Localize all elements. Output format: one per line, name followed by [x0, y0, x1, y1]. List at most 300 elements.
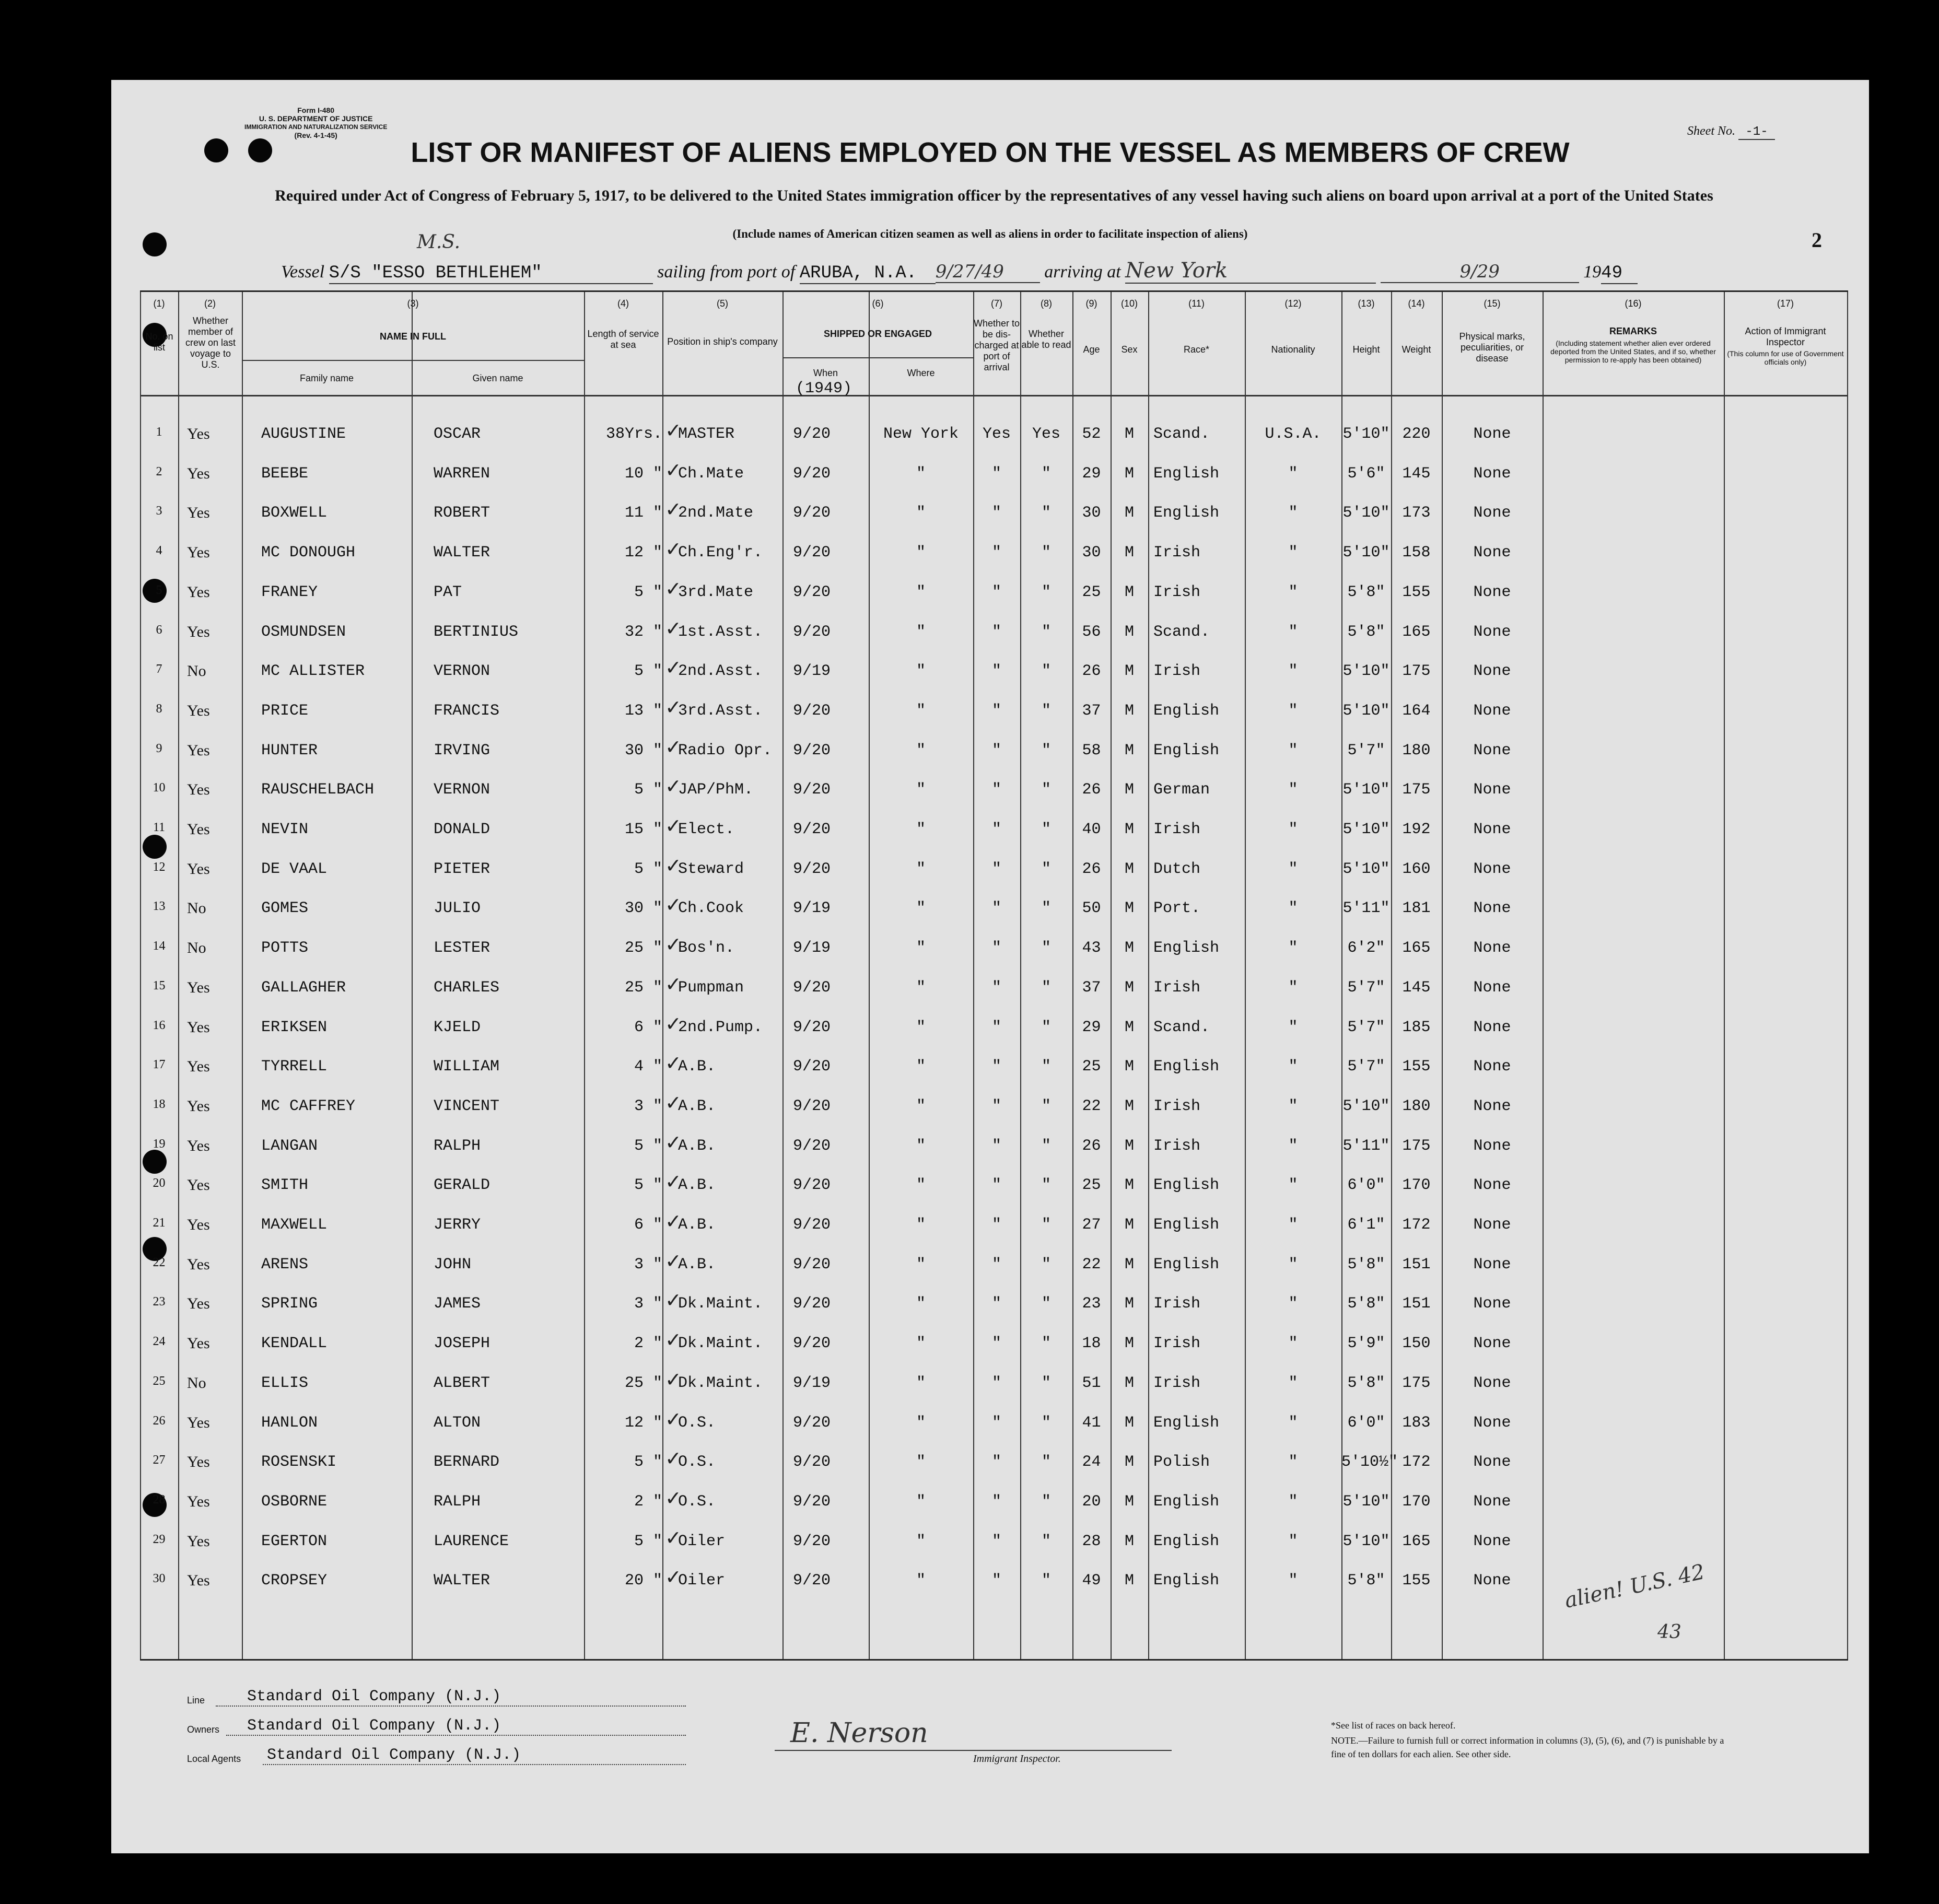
service-cell: 5 " — [634, 1137, 662, 1155]
weight-cell: 175 — [1402, 1374, 1431, 1392]
discharged-cell: " — [991, 1018, 1001, 1036]
able-to-read-cell: " — [1041, 860, 1051, 878]
family-name-cell: HANLON — [261, 1414, 318, 1432]
position-cell: O.S. — [678, 1414, 716, 1432]
shipped-where-cell: " — [916, 1137, 926, 1155]
col-race-header: Race* — [1183, 344, 1210, 355]
service-cell: 25 " — [624, 978, 662, 997]
physical-marks-cell: None — [1473, 544, 1511, 562]
sex-cell: M — [1124, 504, 1134, 522]
shipped-when-cell: 9/20 — [793, 1414, 831, 1432]
service-cell: 20 " — [624, 1572, 662, 1590]
check-mark-icon: ✓ — [665, 1526, 682, 1549]
given-name-cell: VERNON — [434, 662, 490, 681]
able-to-read-cell: " — [1041, 1216, 1051, 1234]
given-name-cell: JOHN — [434, 1255, 472, 1274]
age-cell: 41 — [1082, 1414, 1101, 1432]
crew-table — [140, 290, 1848, 1661]
row-number: 14 — [153, 939, 166, 953]
family-name-cell: AUGUSTINE — [261, 425, 346, 443]
position-cell: O.S. — [678, 1492, 716, 1511]
family-name-cell: OSMUNDSEN — [261, 623, 346, 641]
height-cell: 5'10" — [1342, 1492, 1390, 1511]
shipped-where-cell: " — [916, 1176, 926, 1195]
discharged-cell: Yes — [982, 425, 1011, 443]
sex-cell: M — [1124, 1335, 1134, 1353]
discharged-cell: " — [991, 504, 1001, 522]
discharged-cell: " — [991, 1097, 1001, 1115]
sex-cell: M — [1124, 939, 1134, 957]
nationality-cell: " — [1288, 1572, 1298, 1590]
shipped-when-cell: 9/20 — [793, 623, 831, 641]
physical-marks-cell: None — [1473, 781, 1511, 799]
shipped-where-cell: " — [916, 1414, 926, 1432]
discharged-cell: " — [991, 1137, 1001, 1155]
age-cell: 18 — [1082, 1335, 1101, 1353]
able-to-read-cell: " — [1041, 1414, 1051, 1432]
check-mark-icon: ✓ — [665, 656, 682, 680]
age-cell: 51 — [1082, 1374, 1101, 1392]
given-name-cell: LESTER — [434, 939, 490, 957]
last-voyage-cell: No — [187, 1374, 206, 1392]
col-service-header: Length of service at sea — [587, 329, 659, 350]
last-voyage-cell: Yes — [187, 1414, 210, 1431]
service-cell: 3 " — [634, 1295, 662, 1313]
height-cell: 5'8" — [1347, 1295, 1385, 1313]
shipped-where-cell: " — [916, 623, 926, 641]
family-name-cell: NEVIN — [261, 821, 309, 838]
family-name-cell: GALLAGHER — [261, 978, 346, 997]
shipped-where-cell: " — [916, 821, 926, 838]
race-cell: Dutch — [1153, 860, 1201, 878]
col8-number: (8) — [1041, 298, 1052, 309]
check-mark-icon: ✓ — [665, 972, 682, 996]
able-to-read-cell: " — [1041, 1176, 1051, 1195]
col-position-header: Position in ship's company — [667, 336, 778, 347]
page-subtitle: Required under Act of Congress of February 5, 1917, to be delivered to the United States immigration officer by the representatives of any vessel having such aliens on board upon arrival at a port of the United States — [275, 187, 1713, 204]
discharged-cell: " — [991, 741, 1001, 760]
shipped-when-cell: 9/20 — [793, 978, 831, 997]
age-cell: 26 — [1082, 1137, 1101, 1155]
weight-cell: 165 — [1402, 939, 1431, 957]
agents-value: Standard Oil Company (N.J.) — [267, 1746, 521, 1764]
table-row — [140, 1249, 1848, 1277]
check-mark-icon: ✓ — [665, 1566, 682, 1589]
physical-marks-cell: None — [1473, 662, 1511, 681]
shipped-when-cell: 9/20 — [793, 781, 831, 799]
check-mark-icon: ✓ — [665, 893, 682, 917]
table-row — [140, 458, 1848, 486]
service-cell: 32 " — [624, 623, 662, 641]
discharged-cell: " — [991, 1335, 1001, 1353]
position-cell: 3rd.Asst. — [678, 702, 763, 720]
race-cell: English — [1153, 1492, 1220, 1511]
table-row — [140, 1091, 1848, 1118]
service-cell: 5 " — [634, 662, 662, 681]
age-cell: 50 — [1082, 900, 1101, 918]
row-number: 15 — [153, 978, 166, 992]
col-nationality-header: Nationality — [1271, 344, 1315, 355]
given-name-cell: FRANCIS — [434, 702, 500, 720]
shipped-where-cell: " — [916, 544, 926, 562]
height-cell: 5'8" — [1347, 1572, 1385, 1590]
given-name-cell: PAT — [434, 583, 462, 601]
age-cell: 20 — [1082, 1492, 1101, 1511]
sex-cell: M — [1124, 464, 1134, 483]
row-number: 5 — [156, 583, 162, 597]
family-name-cell: GOMES — [261, 900, 309, 918]
col16-number: (16) — [1625, 298, 1642, 309]
shipped-where-cell: " — [916, 1453, 926, 1471]
shipped-when-cell: 9/20 — [793, 821, 831, 838]
col12-number: (12) — [1284, 298, 1302, 309]
physical-marks-cell: None — [1473, 1492, 1511, 1511]
arrival-year: 49 — [1601, 263, 1638, 284]
nationality-cell: " — [1288, 860, 1298, 878]
shipped-when-cell: 9/20 — [793, 464, 831, 483]
height-cell: 5'8" — [1347, 1255, 1385, 1274]
last-voyage-cell: Yes — [187, 1018, 210, 1036]
nationality-cell: " — [1288, 623, 1298, 641]
col14-number: (14) — [1408, 298, 1425, 309]
sailing-date: 9/27/49 — [936, 261, 1040, 283]
weight-cell: 175 — [1402, 1137, 1431, 1155]
col-last-voyage-header: Whether member of crew on last voyage to U.S. — [185, 316, 236, 370]
physical-marks-cell: None — [1473, 702, 1511, 720]
shipped-when-cell: 9/20 — [793, 1572, 831, 1590]
handwritten-vessel-prefix: M.S. — [417, 231, 461, 253]
col-height-header: Height — [1352, 344, 1380, 355]
check-mark-icon: ✓ — [665, 1170, 682, 1194]
check-mark-icon: ✓ — [665, 616, 682, 640]
position-cell: Pumpman — [678, 978, 744, 997]
row-number: 9 — [156, 741, 162, 755]
age-cell: 26 — [1082, 662, 1101, 681]
col-when-header: When — [813, 368, 838, 378]
check-mark-icon: ✓ — [665, 854, 682, 877]
race-cell: Irish — [1153, 821, 1201, 838]
service-cell: 25 " — [624, 939, 662, 957]
sex-cell: M — [1124, 662, 1134, 681]
family-name-cell: SMITH — [261, 1176, 309, 1195]
col-sex-header: Sex — [1121, 344, 1138, 355]
age-cell: 30 — [1082, 504, 1101, 522]
nationality-cell: " — [1288, 1255, 1298, 1274]
last-voyage-cell: Yes — [187, 1137, 210, 1154]
sailing-port: ARUBA, N.A. — [800, 263, 936, 284]
able-to-read-cell: " — [1041, 1137, 1051, 1155]
sex-cell: M — [1124, 900, 1134, 918]
service-cell: 2 " — [634, 1335, 662, 1353]
family-name-cell: ERIKSEN — [261, 1018, 328, 1036]
position-cell: Bos'n. — [678, 939, 735, 957]
sex-cell: M — [1124, 1374, 1134, 1392]
able-to-read-cell: " — [1041, 1374, 1051, 1392]
position-cell: MASTER — [678, 425, 735, 443]
given-name-cell: IRVING — [434, 741, 490, 760]
arrival-date: 9/29 — [1381, 261, 1579, 283]
service-cell: 3 " — [634, 1255, 662, 1274]
shipped-where-cell: " — [916, 781, 926, 799]
position-cell: Dk.Maint. — [678, 1295, 763, 1313]
position-cell: Dk.Maint. — [678, 1374, 763, 1392]
check-mark-icon: ✓ — [665, 1289, 682, 1312]
sex-cell: M — [1124, 1414, 1134, 1432]
row-number: 16 — [153, 1018, 166, 1032]
able-to-read-cell: " — [1041, 939, 1051, 957]
age-cell: 28 — [1082, 1532, 1101, 1550]
table-row — [140, 893, 1848, 920]
physical-marks-cell: None — [1473, 1137, 1511, 1155]
given-name-cell: WARREN — [434, 464, 490, 483]
table-row — [140, 1526, 1848, 1553]
sex-cell: M — [1124, 741, 1134, 760]
able-to-read-cell: " — [1041, 1532, 1051, 1550]
row-number: 4 — [156, 544, 162, 558]
able-to-read-cell: " — [1041, 702, 1051, 720]
last-voyage-cell: Yes — [187, 1176, 210, 1194]
shipped-where-cell: " — [916, 939, 926, 957]
last-voyage-cell: Yes — [187, 1532, 210, 1550]
given-name-cell: ROBERT — [434, 504, 490, 522]
physical-marks-cell: None — [1473, 1414, 1511, 1432]
sex-cell: M — [1124, 1137, 1134, 1155]
nationality-cell: " — [1288, 583, 1298, 601]
arriving-port: New York — [1125, 259, 1376, 284]
shipped-where-cell: " — [916, 583, 926, 601]
last-voyage-cell: Yes — [187, 1492, 210, 1510]
weight-cell: 151 — [1402, 1255, 1431, 1274]
check-mark-icon: ✓ — [665, 1407, 682, 1431]
last-voyage-cell: Yes — [187, 464, 210, 482]
weight-cell: 180 — [1402, 741, 1431, 760]
weight-cell: 165 — [1402, 623, 1431, 641]
height-cell: 5'10" — [1342, 702, 1390, 720]
physical-marks-cell: None — [1473, 741, 1511, 760]
shipped-when-cell: 9/20 — [793, 1335, 831, 1353]
sex-cell: M — [1124, 1176, 1134, 1195]
shipped-when-cell: 9/19 — [793, 900, 831, 918]
table-row — [140, 933, 1848, 960]
service-cell: 5 " — [634, 1176, 662, 1195]
sex-cell: M — [1124, 1572, 1134, 1590]
shipped-where-cell: " — [916, 860, 926, 878]
last-voyage-cell: Yes — [187, 504, 210, 522]
nationality-cell: " — [1288, 1374, 1298, 1392]
race-cell: English — [1153, 1255, 1220, 1274]
family-name-cell: CROPSEY — [261, 1572, 328, 1590]
discharged-cell: " — [991, 1058, 1001, 1076]
given-name-cell: WILLIAM — [434, 1058, 500, 1076]
physical-marks-cell: None — [1473, 1532, 1511, 1550]
weight-cell: 192 — [1402, 821, 1431, 838]
table-row — [140, 1052, 1848, 1079]
last-voyage-cell: Yes — [187, 623, 210, 640]
discharged-cell: " — [991, 1414, 1001, 1432]
given-name-cell: JERRY — [434, 1216, 481, 1234]
weight-cell: 160 — [1402, 860, 1431, 878]
check-mark-icon: ✓ — [665, 775, 682, 798]
check-mark-icon: ✓ — [665, 695, 682, 719]
last-voyage-cell: Yes — [187, 1058, 210, 1076]
height-cell: 5'10" — [1342, 504, 1390, 522]
col9-number: (9) — [1085, 298, 1097, 309]
family-name-cell: MAXWELL — [261, 1216, 328, 1234]
col-physical-marks-header: Physical marks, peculiarities, or disease — [1459, 331, 1525, 364]
height-cell: 5'9" — [1347, 1335, 1385, 1353]
row-number: 21 — [153, 1216, 166, 1230]
able-to-read-cell: " — [1041, 623, 1051, 641]
nationality-cell: " — [1288, 939, 1298, 957]
position-cell: Ch.Eng'r. — [678, 544, 763, 562]
age-cell: 26 — [1082, 781, 1101, 799]
last-voyage-cell: Yes — [187, 781, 210, 799]
nationality-cell: " — [1288, 821, 1298, 838]
weight-cell: 155 — [1402, 1058, 1431, 1076]
nationality-cell: " — [1288, 1058, 1298, 1076]
row-number: 18 — [153, 1097, 166, 1111]
height-cell: 5'7" — [1347, 741, 1385, 760]
height-cell: 5'10" — [1342, 781, 1390, 799]
height-cell: 5'7" — [1347, 978, 1385, 997]
nationality-cell: " — [1288, 504, 1298, 522]
height-cell: 6'2" — [1347, 939, 1385, 957]
position-cell: A.B. — [678, 1176, 716, 1195]
service-cell: 5 " — [634, 860, 662, 878]
age-cell: 37 — [1082, 702, 1101, 720]
nationality-cell: " — [1288, 741, 1298, 760]
family-name-cell: FRANEY — [261, 583, 318, 601]
inclusion-note: (Include names of American citizen seamen as well as aliens in order to facilitate inspection of aliens) — [732, 227, 1248, 240]
nationality-cell: " — [1288, 662, 1298, 681]
height-cell: 5'7" — [1347, 1018, 1385, 1036]
sex-cell: M — [1124, 860, 1134, 878]
given-name-cell: OSCAR — [434, 425, 481, 443]
nationality-cell: " — [1288, 1018, 1298, 1036]
family-name-cell: BOXWELL — [261, 504, 328, 522]
nationality-cell: " — [1288, 464, 1298, 483]
col4-number: (4) — [617, 298, 629, 309]
col-action-header: Action of Immigrant Inspector — [1745, 326, 1826, 347]
discharged-cell: " — [991, 1216, 1001, 1234]
given-name-cell: DONALD — [434, 821, 490, 838]
check-mark-icon: ✓ — [665, 814, 682, 837]
shipped-when-cell: 9/20 — [793, 1492, 831, 1511]
row-number: 28 — [153, 1492, 166, 1506]
race-cell: Scand. — [1153, 623, 1210, 641]
position-cell: Dk.Maint. — [678, 1335, 763, 1353]
last-voyage-cell: No — [187, 662, 206, 680]
able-to-read-cell: " — [1041, 978, 1051, 997]
table-row — [140, 1447, 1848, 1474]
discharged-cell: " — [991, 1532, 1001, 1550]
family-name-cell: SPRING — [261, 1295, 318, 1313]
age-cell: 58 — [1082, 741, 1101, 760]
table-row — [140, 1407, 1848, 1435]
position-cell: A.B. — [678, 1216, 716, 1234]
discharged-cell: " — [991, 939, 1001, 957]
family-name-cell: MC CAFFREY — [261, 1097, 356, 1115]
height-cell: 5'10" — [1342, 1532, 1390, 1550]
nationality-cell: " — [1288, 544, 1298, 562]
given-name-cell: BERNARD — [434, 1453, 500, 1471]
table-row — [140, 1368, 1848, 1395]
able-to-read-cell: " — [1041, 544, 1051, 562]
table-row — [140, 1289, 1848, 1316]
weight-cell: 165 — [1402, 1532, 1431, 1550]
shipped-where-cell: " — [916, 1374, 926, 1392]
sex-cell: M — [1124, 1097, 1134, 1115]
col-weight-header: Weight — [1401, 344, 1431, 355]
height-cell: 5'10" — [1342, 662, 1390, 681]
shipped-where-cell: " — [916, 1335, 926, 1353]
weight-cell: 172 — [1402, 1453, 1431, 1471]
page-mark: 2 — [1812, 228, 1822, 252]
sex-cell: M — [1124, 583, 1134, 601]
discharged-cell: " — [991, 900, 1001, 918]
owners-label: Owners — [187, 1724, 220, 1735]
col-no-header: No. on list — [145, 331, 173, 353]
family-name-cell: OSBORNE — [261, 1492, 328, 1511]
physical-marks-cell: None — [1473, 978, 1511, 997]
family-name-cell: DE VAAL — [261, 860, 328, 878]
able-to-read-cell: " — [1041, 1295, 1051, 1313]
height-cell: 5'7" — [1347, 1058, 1385, 1076]
last-voyage-cell: Yes — [187, 583, 210, 601]
nationality-cell: " — [1288, 1097, 1298, 1115]
shipped-when-cell: 9/20 — [793, 1295, 831, 1313]
age-cell: 29 — [1082, 464, 1101, 483]
age-cell: 29 — [1082, 1018, 1101, 1036]
table-row — [140, 775, 1848, 802]
position-cell: A.B. — [678, 1058, 716, 1076]
race-cell: Scand. — [1153, 1018, 1210, 1036]
position-cell: A.B. — [678, 1097, 716, 1115]
nationality-cell: " — [1288, 1216, 1298, 1234]
weight-cell: 185 — [1402, 1018, 1431, 1036]
check-mark-icon: ✓ — [665, 735, 682, 758]
col7-number: (7) — [991, 298, 1002, 309]
able-to-read-cell: " — [1041, 583, 1051, 601]
table-row — [140, 1130, 1848, 1158]
col-given-name-header: Given name — [472, 373, 523, 383]
height-cell: 6'0" — [1347, 1414, 1385, 1432]
form-revision: (Rev. 4-1-45) — [294, 131, 337, 139]
weight-cell: 220 — [1402, 425, 1431, 443]
race-cell: English — [1153, 702, 1220, 720]
height-cell: 5'10" — [1342, 425, 1390, 443]
physical-marks-cell: None — [1473, 860, 1511, 878]
race-cell: Port. — [1153, 900, 1201, 918]
race-cell: German — [1153, 781, 1210, 799]
race-cell: Polish — [1153, 1453, 1210, 1471]
sex-cell: M — [1124, 821, 1134, 838]
service-cell: 25 " — [624, 1374, 662, 1392]
race-cell: English — [1153, 1058, 1220, 1076]
race-cell: Irish — [1153, 1295, 1201, 1313]
age-cell: 26 — [1082, 860, 1101, 878]
sex-cell: M — [1124, 425, 1134, 443]
height-cell: 5'10" — [1342, 544, 1390, 562]
races-note: *See list of races on back hereof. — [1331, 1720, 1456, 1731]
row-number: 6 — [156, 623, 162, 637]
shipped-when-cell: 9/19 — [793, 939, 831, 957]
given-name-cell: PIETER — [434, 860, 490, 878]
family-name-cell: ARENS — [261, 1255, 309, 1274]
given-name-cell: VINCENT — [434, 1097, 500, 1115]
shipped-when-cell: 9/20 — [793, 1137, 831, 1155]
age-cell: 25 — [1082, 1058, 1101, 1076]
